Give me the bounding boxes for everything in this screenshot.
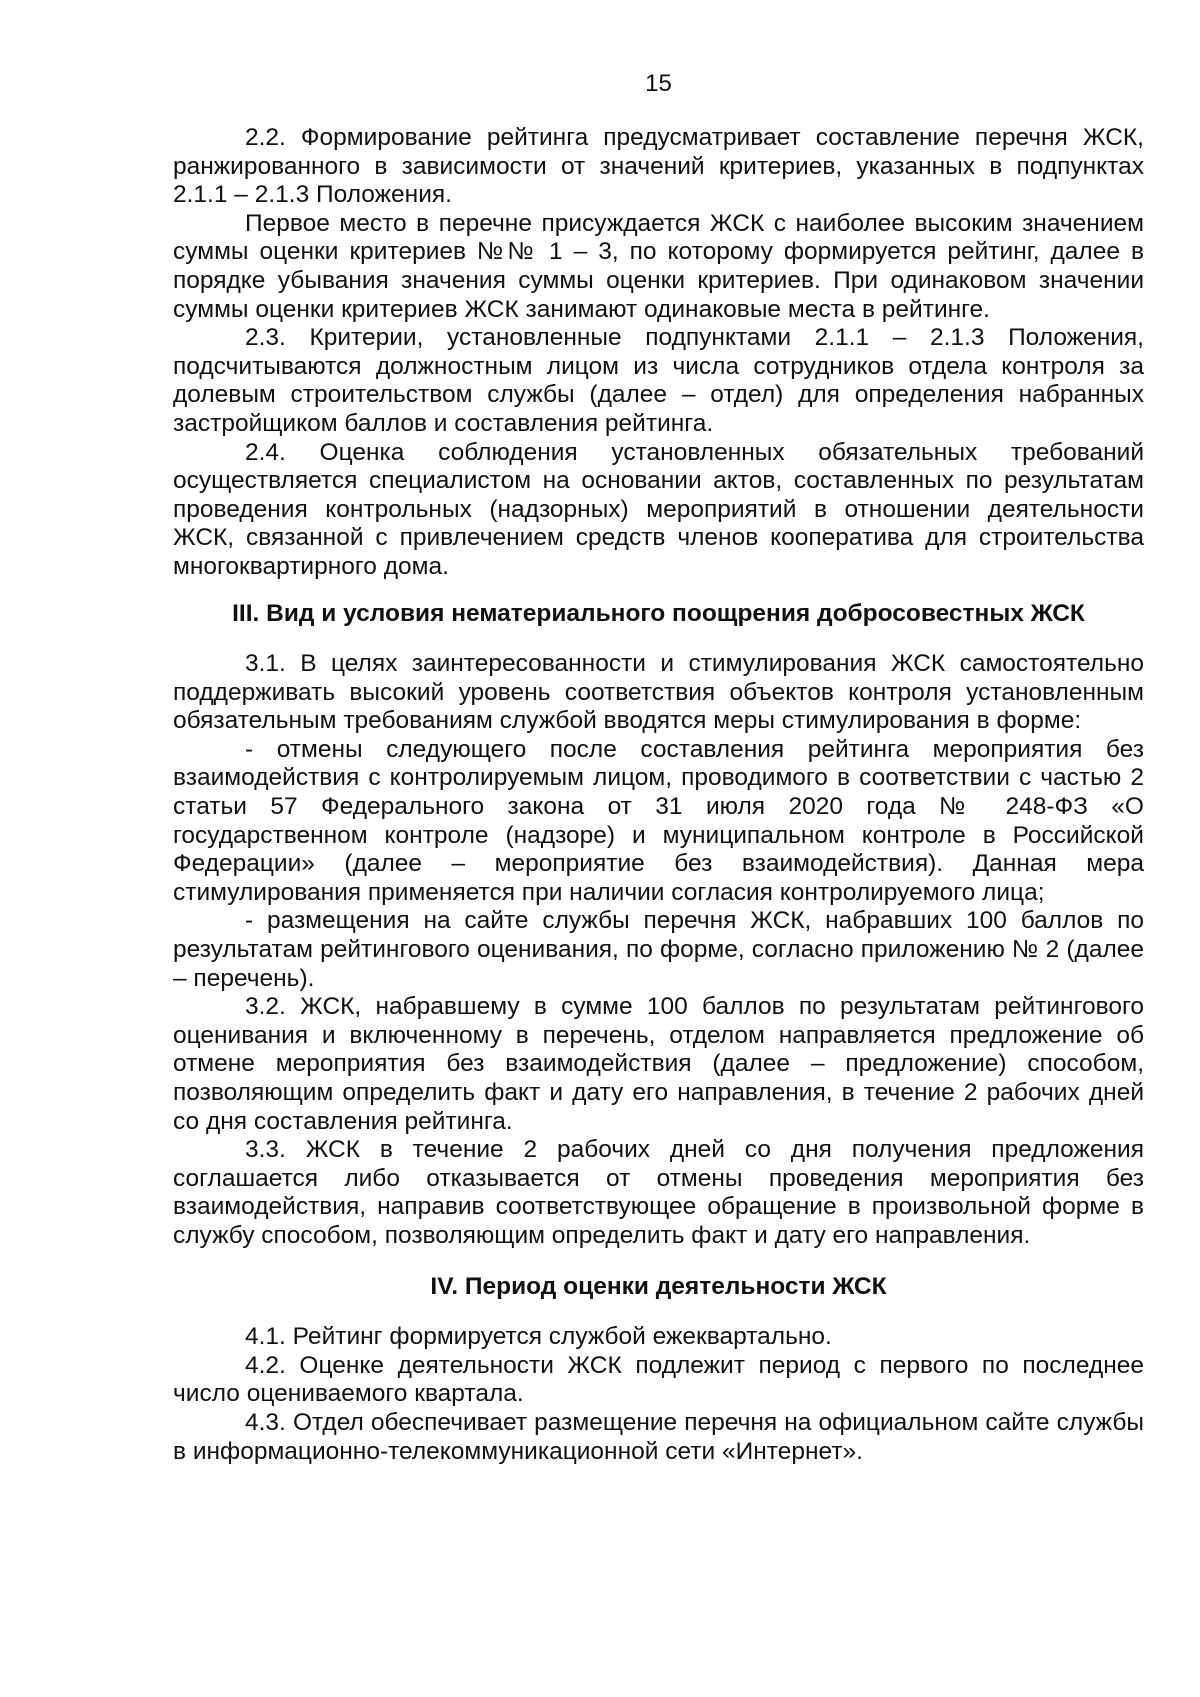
list-item-publish-list: - размещения на сайте службы перечня ЖСК, набравших 100 баллов по результатам рейтингового оценивания, по форме, согласно приложению № 2 (далее – перечень). bbox=[173, 907, 1144, 992]
paragraph-4-3: 4.3. Отдел обеспечивает размещение перечня на официальном сайте службы в информационно-телекоммуникационной сети «Интернет». bbox=[173, 1408, 1144, 1465]
section-3-heading: III. Вид и условия нематериального поощрения добросовестных ЖСК bbox=[232, 599, 1085, 627]
document-page bbox=[173, 0, 1144, 1697]
document-body bbox=[173, 124, 1144, 1466]
paragraph-3-2: 3.2. ЖСК, набравшему в сумме 100 баллов по результатам рейтингового оценивания и включенному в перечень, отделом направляется предложение об отмене мероприятия без взаимодействия (далее – предложение) способом, позволяющим определить факт и дату его направления, в течение 2 рабочих дней со дня составления рейтинга. bbox=[173, 993, 1144, 1135]
paragraph-2-2: 2.2. Формирование рейтинга предусматривает составление перечня ЖСК, ранжированного в зависимости от значений критериев, указанных в подпунктах 2.1.1 – 2.1.3 Положения. bbox=[173, 124, 1144, 209]
page-number: 15 bbox=[645, 70, 672, 97]
paragraph-3-1: 3.1. В целях заинтересованности и стимулирования ЖСК самостоятельно поддерживать высокий уровень соответствия объектов контроля установленным обязательным требованиям службой вводятся меры стимулирования в форме: bbox=[173, 650, 1144, 735]
paragraph-2-2-ranking: Первое место в перечне присуждается ЖСК с наиболее высоким значением суммы оценки критериев №№ 1 – 3, по которому формируется рейтинг, далее в порядке убывания значения суммы оценки критериев. При одинаковом значении суммы оценки критериев ЖСК занимают одинаковые места в рейтинге. bbox=[173, 209, 1144, 323]
paragraph-2-4: 2.4. Оценка соблюдения установленных обязательных требований осуществляется специалистом на основании актов, составленных по результатам проведения контрольных (надзорных) мероприятий в отношении деятельности ЖСК, связанной с привлечением средств членов кооператива для строительства многоквартирного дома. bbox=[173, 438, 1144, 580]
paragraph-4-1: 4.1. Рейтинг формируется службой ежеквартально. bbox=[245, 1323, 832, 1351]
paragraph-2-3: 2.3. Критерии, установленные подпунктами 2.1.1 – 2.1.3 Положения, подсчитываются должностным лицом из числа сотрудников отдела контроля за долевым строительством службы (далее – отдел) для определения набранных застройщиком баллов и составления рейтинга. bbox=[173, 324, 1144, 437]
paragraph-3-3: 3.3. ЖСК в течение 2 рабочих дней со дня получения предложения соглашается либо отказывается от отмены проведения мероприятия без взаимодействия, направив соответствующее обращение в произвольной форме в службу способом, позволяющим определить факт и дату его направления. bbox=[173, 1136, 1144, 1249]
section-4-heading: IV. Период оценки деятельности ЖСК bbox=[430, 1272, 887, 1300]
paragraph-4-2: 4.2. Оценке деятельности ЖСК подлежит период с первого по последнее число оцениваемого квартала. bbox=[173, 1351, 1144, 1408]
list-item-cancel-event: - отмены следующего после составления рейтинга мероприятия без взаимодействия с контролируемым лицом, проводимого в соответствии с частью 2 статьи 57 Федерального закона от 31 июля 2020 года № 248-ФЗ «О государственном контроле (надзоре) и муниципальном контроле в Российской Федерации» (далее – мероприятие без взаимодействия). Данная мера стимулирования применяется при наличии согласия контролируемого лица; bbox=[173, 735, 1144, 906]
